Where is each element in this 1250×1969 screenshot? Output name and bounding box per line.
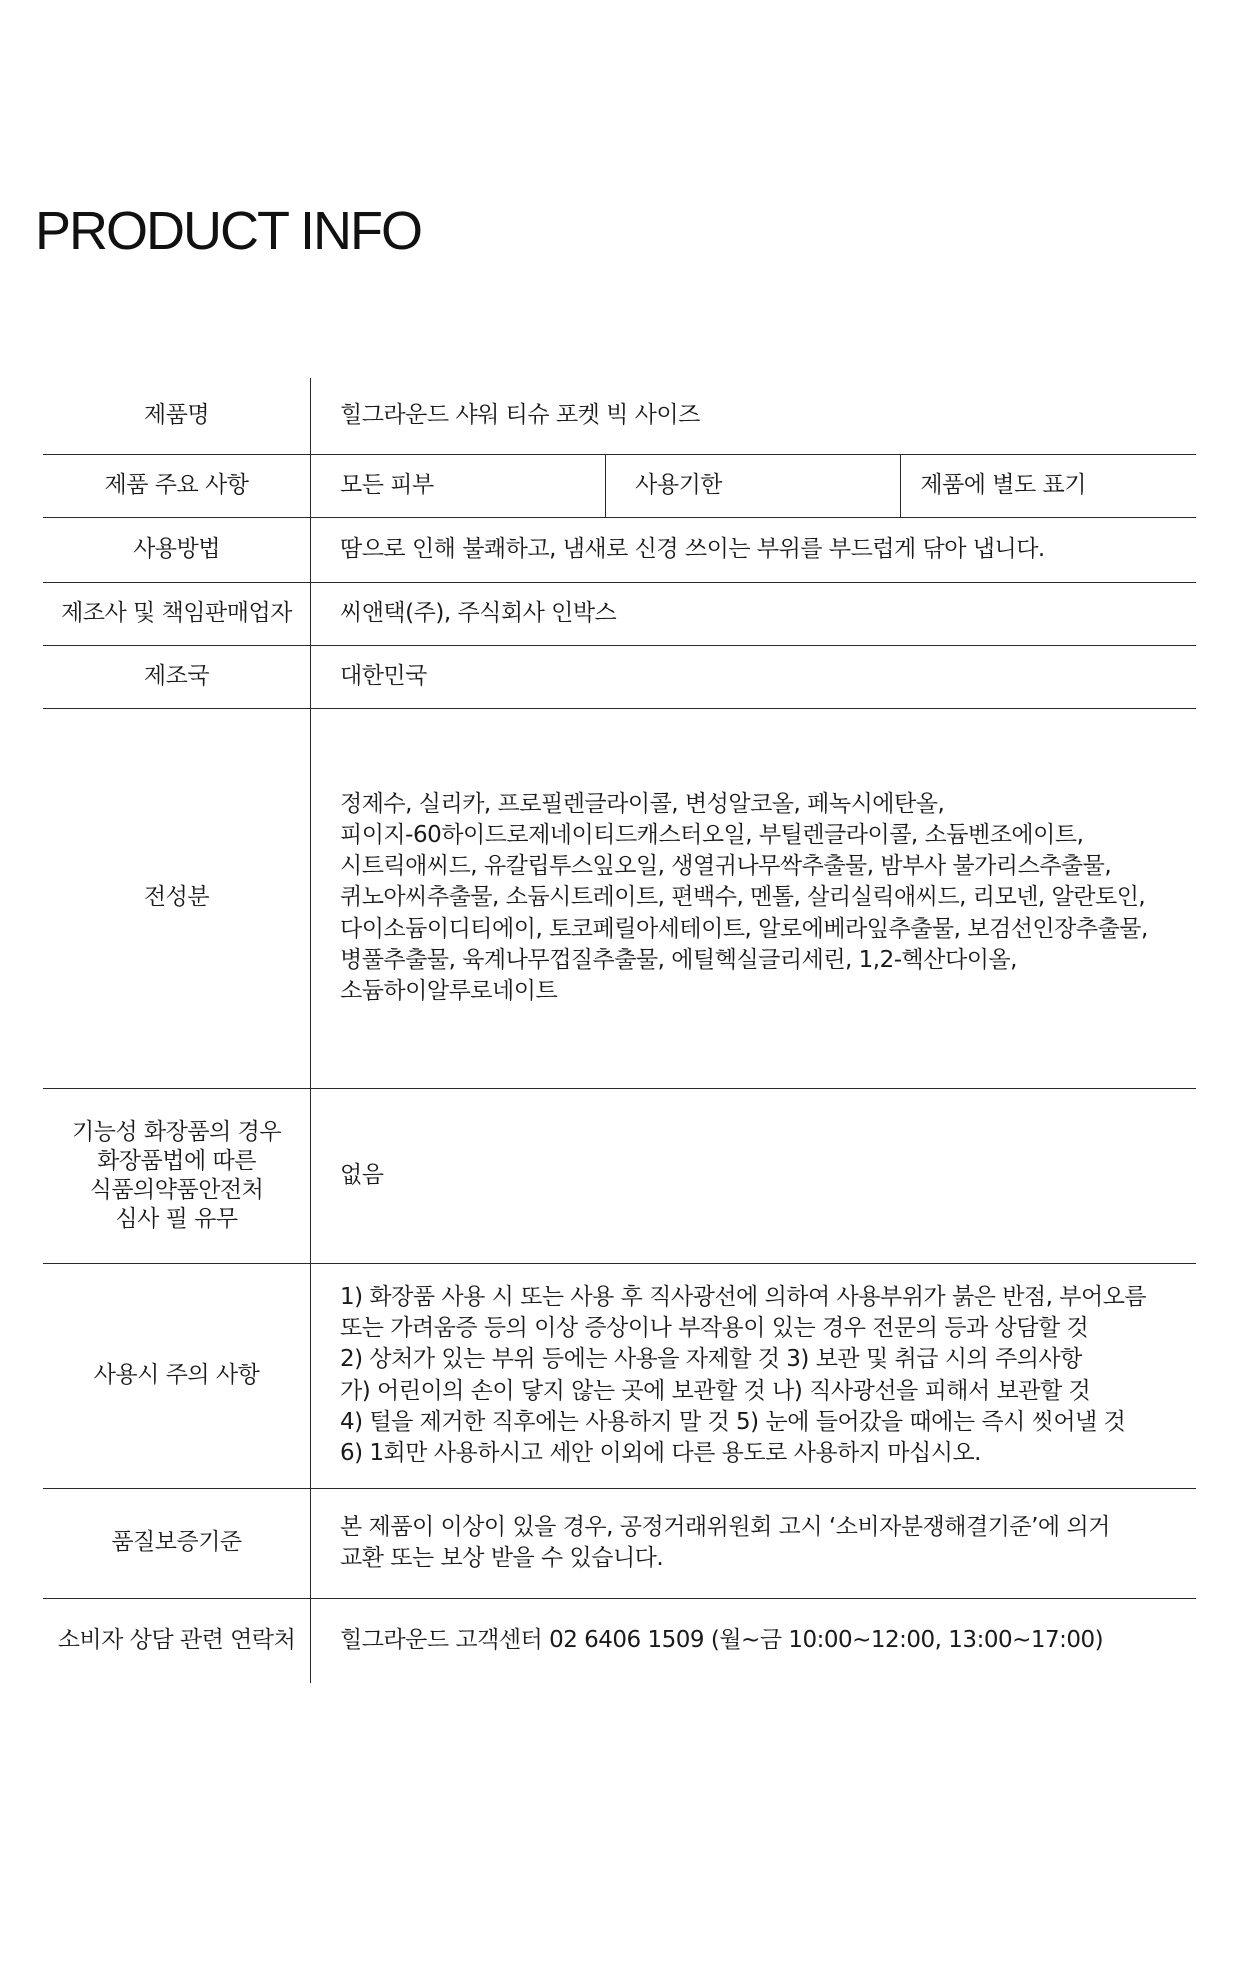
functional-label-line: 화장품법에 따른 xyxy=(97,1147,256,1174)
manufacturer-value: 씨앤택(주), 주식회사 인박스 xyxy=(311,582,1197,645)
contact-label: 소비자 상담 관련 연락처 xyxy=(43,1598,311,1683)
row-contact xyxy=(43,1598,1196,1683)
row-manufacturer xyxy=(43,582,1196,645)
caution-line: 2) 상처가 있는 부위 등에는 사용을 자제할 것 3) 보관 및 취급 시의 주의사항 xyxy=(340,1346,1082,1373)
manufacturer-label: 제조사 및 책임판매업자 xyxy=(43,582,311,645)
ingredients-line: 정제수, 실리카, 프로필렌글라이콜, 변성알코올, 페녹시에탄올, xyxy=(340,791,945,818)
quality-value xyxy=(311,1488,1197,1598)
specs-value: 모든 피부 xyxy=(311,454,606,517)
caution-line: 1) 화장품 사용 시 또는 사용 후 직사광선에 의하여 사용부위가 붉은 반점, 부어오름 xyxy=(340,1284,1147,1311)
ingredients-line: 피이지-60하이드로제네이티드캐스터오일, 부틸렌글라이콜, 소듐벤조에이트, xyxy=(340,822,1084,849)
functional-label-line: 심사 필 유무 xyxy=(115,1205,238,1232)
row-product-name xyxy=(43,378,1196,454)
caution-line: 또는 가려움증 등의 이상 증상이나 부작용이 있는 경우 전문의 등과 상담할 것 xyxy=(340,1315,1089,1342)
row-ingredients xyxy=(43,708,1196,1088)
quality-line: 본 제품이 이상이 있을 경우, 공정거래위원회 고시 ‘소비자분쟁해결기준’에 의거 xyxy=(340,1513,1110,1540)
row-usage xyxy=(43,517,1196,582)
page-title: PRODUCT INFO xyxy=(35,201,422,261)
row-country xyxy=(43,645,1196,708)
row-caution xyxy=(43,1263,1196,1488)
row-functional xyxy=(43,1088,1196,1263)
country-value: 대한민국 xyxy=(311,645,1197,708)
functional-label-line: 기능성 화장품의 경우 xyxy=(71,1118,282,1145)
ingredients-line: 퀴노아씨추출물, 소듐시트레이트, 편백수, 멘톨, 살리실릭애씨드, 리모넨, 알란토인, xyxy=(340,884,1146,911)
ingredients-value xyxy=(311,708,1197,1088)
row-specs xyxy=(43,454,1196,517)
ingredients-line: 시트릭애씨드, 유칼립투스잎오일, 생열귀나무싹추출물, 밤부사 불가리스추출물, xyxy=(340,853,1112,880)
usage-value: 땀으로 인해 불쾌하고, 냄새로 신경 쓰이는 부위를 부드럽게 닦아 냅니다. xyxy=(311,517,1197,582)
product-name-value: 힐그라운드 샤워 티슈 포켓 빅 사이즈 xyxy=(340,402,700,429)
product-info-table xyxy=(43,378,1196,1683)
ingredients-label: 전성분 xyxy=(43,708,311,1088)
caution-line: 6) 1회만 사용하시고 세안 이외에 다른 용도로 사용하지 마십시오. xyxy=(340,1439,981,1466)
expiry-value: 제품에 별도 표기 xyxy=(901,454,1196,517)
caution-line: 가) 어린이의 손이 닿지 않는 곳에 보관할 것 나) 직사광선을 피해서 보관할 것 xyxy=(340,1377,1091,1404)
country-label: 제조국 xyxy=(43,645,311,708)
product-name-label: 제품명 xyxy=(43,378,311,454)
usage-label: 사용방법 xyxy=(43,517,311,582)
functional-label-line: 식품의약품안전처 xyxy=(89,1176,264,1203)
quality-line: 교환 또는 보상 받을 수 있습니다. xyxy=(340,1545,664,1571)
ingredients-line: 다이소듐이디티에이, 토코페릴아세테이트, 알로에베라잎추출물, 보검선인장추출물, xyxy=(340,915,1148,942)
functional-label xyxy=(43,1088,311,1263)
caution-value xyxy=(311,1263,1197,1488)
caution-label: 사용시 주의 사항 xyxy=(43,1263,311,1488)
caution-line: 4) 털을 제거한 직후에는 사용하지 말 것 5) 눈에 들어갔을 때에는 즉시 씻어낼 것 xyxy=(340,1408,1126,1435)
ingredients-line: 병풀추출물, 육계나무껍질추출물, 에틸헥실글리세린, 1,2-헥산다이올, xyxy=(340,946,1017,973)
functional-value: 없음 xyxy=(311,1088,1197,1263)
ingredients-line: 소듐하이알루로네이트 xyxy=(340,977,558,1004)
contact-value: 힐그라운드 고객센터 02 6406 1509 (월~금 10:00~12:00, 13:00~17:00) xyxy=(311,1598,1197,1683)
quality-label: 품질보증기준 xyxy=(43,1488,311,1598)
expiry-label: 사용기한 xyxy=(606,454,901,517)
specs-label: 제품 주요 사항 xyxy=(43,454,311,517)
row-quality xyxy=(43,1488,1196,1598)
